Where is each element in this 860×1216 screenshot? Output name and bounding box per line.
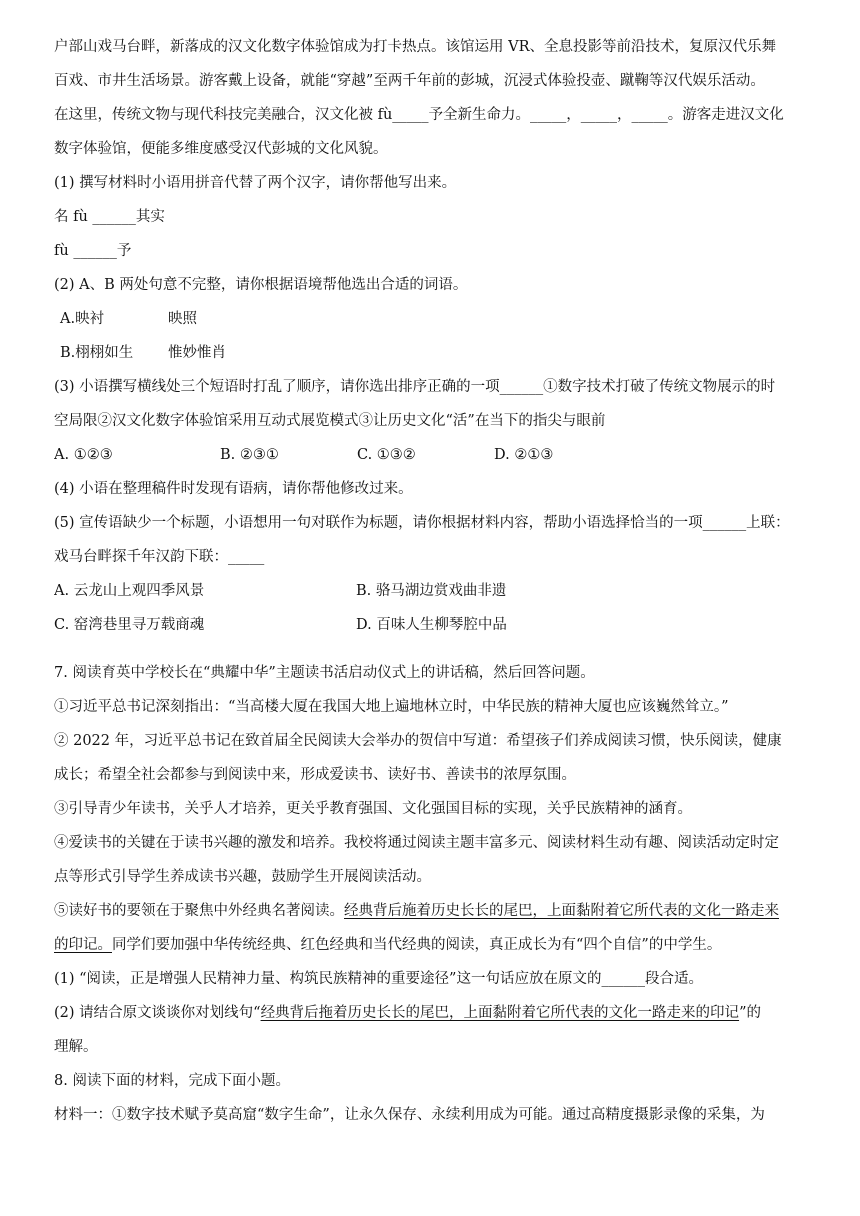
q1-prompt: (1) 撰写材料时小语用拼音代替了两个汉字，请你帮他写出来。	[54, 175, 457, 191]
q5-option-c: C. 窑湾巷里寻万载商魂	[54, 617, 205, 633]
q7-para3: ③引导青少年读书，关乎人才培养，更关乎教育强国、文化强国目标的实现，关乎民族精神的涵育。	[54, 801, 692, 817]
q5-option-a: A. 云龙山上观四季风景	[54, 583, 205, 599]
q3-option-c: C. ①③②	[357, 447, 416, 463]
q7-para5-line1	[54, 894, 808, 928]
q7-question1: (1) “阅读，正是增强人民精神力量、构筑民族精神的重要途径”这一句话应放在原文的______段合适。	[54, 971, 703, 987]
q5-line2: 戏马台畔探千年汉韵下联：_____	[54, 549, 265, 565]
q7-para4-line2: 点等形式引导学生养成读书兴趣，鼓励学生开展阅读活动。	[54, 869, 431, 885]
q5-line1: (5) 宣传语缺少一个标题，小语想用一句对联作为标题，请你根据材料内容，帮助小语选择恰当的一项______上联：	[54, 515, 790, 531]
q2-option-b	[54, 336, 808, 370]
q7-para5-line2	[54, 928, 808, 962]
q2-prompt: (2) A、B 两处句意不完整，请你根据语境帮他选出合适的词语。	[54, 277, 468, 293]
section-gap	[54, 642, 808, 656]
q1-line-a: 名 fù ______其实	[54, 209, 165, 225]
q5-options-row2	[54, 608, 808, 642]
q7-question2-line1	[54, 996, 808, 1030]
material-line: 在这里，传统文物与现代科技完美融合，汉文化被 fù_____予全新生命力。_____，_____，_____。游客走进汉文化	[54, 107, 784, 123]
q7-underlined-sentence-end: 的印记。	[54, 937, 112, 953]
q2-option-b-word1: B.栩栩如生	[60, 345, 134, 361]
q3-options	[54, 438, 808, 472]
q4-prompt: (4) 小语在整理稿件时发现有语病，请你帮他修改过来。	[54, 481, 413, 497]
document-page	[54, 30, 808, 1132]
q5-option-b: B. 骆马湖边赏戏曲非遗	[356, 583, 507, 599]
q7-para2-line2: 成长；希望全社会都参与到阅读中来，形成爱读书、读好书、善读书的浓厚氛围。	[54, 767, 576, 783]
q3-option-d: D. ②①③	[494, 447, 554, 463]
q1-line-b: fù ______予	[54, 243, 132, 259]
q5-option-d: D. 百味人生柳琴腔中品	[356, 617, 507, 633]
q7-para2-line1: ② 2022 年，习近平总书记在致首届全民阅读大会举办的贺信中写道：希望孩子们养成阅读习惯，快乐阅读，健康	[54, 733, 782, 749]
q3-line1: (3) 小语撰写横线处三个短语时打乱了顺序，请你选出排序正确的一项______①数字技术打破了传统文物展示的时	[54, 379, 776, 395]
material-line: 数字体验馆，便能多维度感受汉代彭城的文化风貌。	[54, 141, 388, 157]
q2-option-a-word2: 映照	[168, 311, 197, 327]
q7-question2-line2: 理解。	[54, 1039, 98, 1055]
material-line: 百戏、市井生活场景。游客戴上设备，就能“穿越”至两千年前的彭城，沉浸式体验投壶、蹴鞠等汉代娱乐活动。	[54, 73, 765, 89]
q8-title: 8. 阅读下面的材料，完成下面小题。	[54, 1073, 290, 1089]
q7-underlined-sentence: 经典背后施着历史长长的尾巴，上面黏附着它所代表的文化一路走来	[344, 903, 779, 919]
q3-option-b: B. ②③①	[220, 447, 279, 463]
q7-question2-quote: 经典背后拖着历史长长的尾巴，上面黏附着它所代表的文化一路走来的印记	[260, 1005, 740, 1021]
q3-option-a: A. ①②③	[54, 447, 113, 463]
q2-option-a-word1: A.映衬	[60, 311, 105, 327]
q2-option-b-word2: 惟妙惟肖	[168, 345, 226, 361]
q3-line2: 空局限②汉文化数字体验馆采用互动式展览模式③让历史文化“活”在当下的指尖与眼前	[54, 413, 606, 429]
q5-options-row1	[54, 574, 808, 608]
q7-para5-text: ⑤读好书的要领在于聚焦中外经典名著阅读。	[54, 903, 344, 919]
q7-question2-pre: (2) 请结合原文谈谈你对划线句“	[54, 1005, 261, 1021]
material-line: 户部山戏马台畔，新落成的汉文化数字体验馆成为打卡热点。该馆运用 VR、全息投影等前沿技术，复原汉代乐舞	[54, 39, 776, 55]
q7-para5-text-cont: 同学们要加强中华传统经典、红色经典和当代经典的阅读，真正成长为有“四个自信”的中学生。	[112, 937, 722, 953]
q2-option-a	[54, 302, 808, 336]
q8-material-line1: 材料一：①数字技术赋予莫高窟“数字生命”，让永久保存、永续利用成为可能。通过高精度摄影录像的采集，为	[54, 1107, 765, 1123]
q7-question2-post: ”的	[739, 1005, 761, 1021]
q7-para4-line1: ④爱读书的关键在于读书兴趣的激发和培养。我校将通过阅读主题丰富多元、阅读材料生动有趣、阅读活动定时定	[54, 835, 779, 851]
q7-para1: ①习近平总书记深刻指出：“当高楼大厦在我国大地上遍地林立时，中华民族的精神大厦也应该巍然耸立。”	[54, 699, 729, 715]
q7-title: 7. 阅读育英中学校长在“典耀中华”主题读书活启动仪式上的讲话稿，然后回答问题。	[54, 665, 595, 681]
